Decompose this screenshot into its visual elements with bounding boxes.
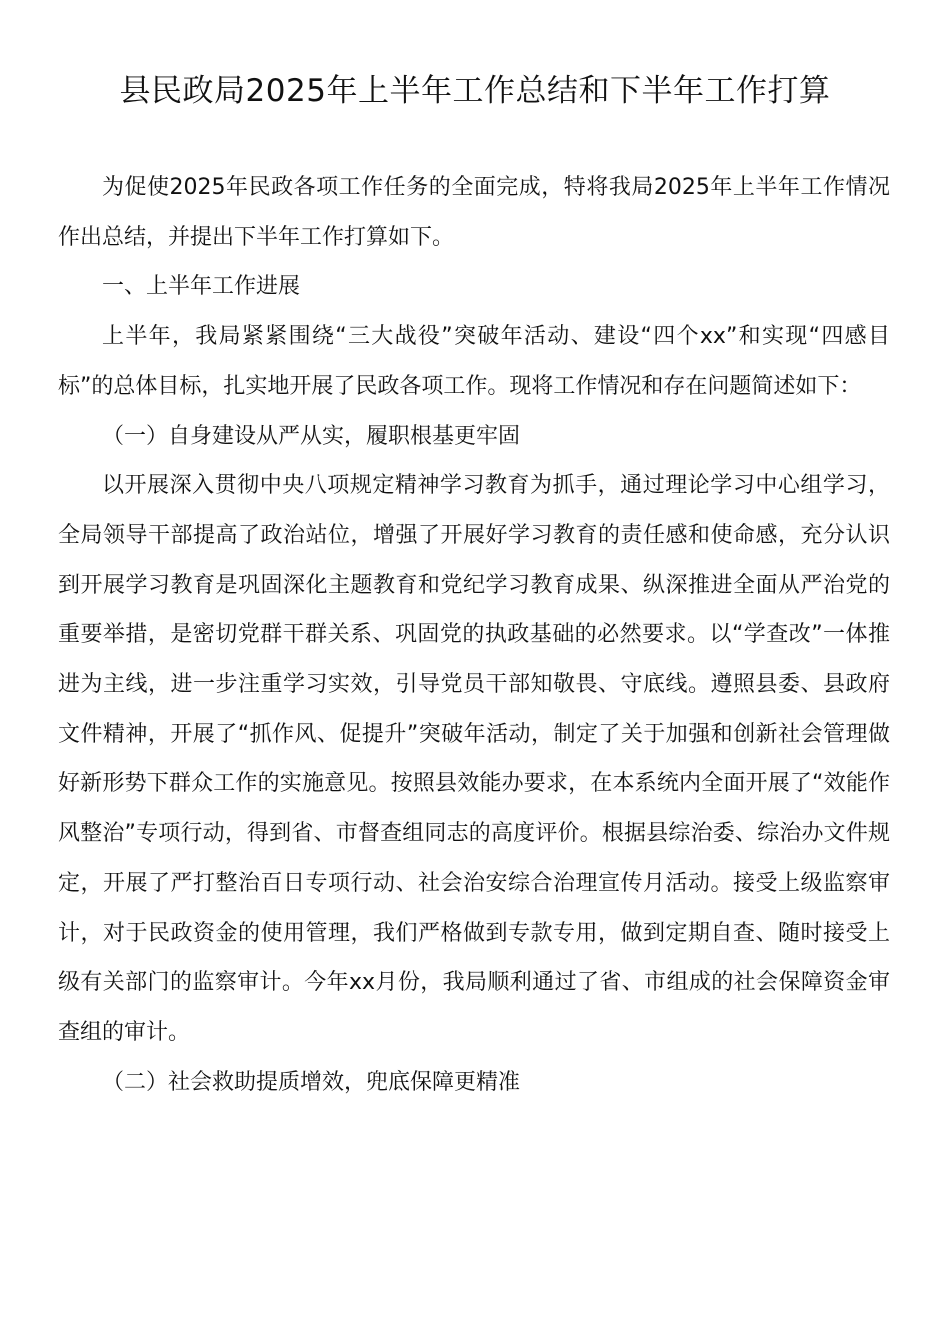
subsection-1-body-paragraph: 以开展深入贯彻中央八项规定精神学习教育为抓手，通过理论学习中心组学习，全局领导干部提高了政治站位，增强了开展好学习教育的责任感和使命感，充分认识到开展学习教育是巩固深化主题教育和党纪学习教育成果、纵深推进全面从严治党的重要举措，是密切党群干群关系、巩固党的执政基础的必然要求。以“学查改”一体推进为主线，进一步注重学习实效，引导党员干部知敬畏、守底线。遵照县委、县政府文件精神，开展了“抓作风、促提升”突破年活动，制定了关于加强和创新社会管理做好新形势下群众工作的实施意见。按照县效能办要求，在本系统内全面开展了“效能作风整治”专项行动，得到省、市督查组同志的高度评价。根据县综治委、综治办文件规定，开展了严打整治百日专项行动、社会治安综合治理宣传月活动。接受上级监察审计，对于民政资金的使用管理，我们严格做到专款专用，做到定期自查、随时接受上级有关部门的监察审计。今年xx月份，我局顺利通过了省、市组成的社会保障资金审查组的审计。	[58, 473, 890, 1045]
subsection-heading-1: （一）自身建设从严从实，履职根基更牢固	[102, 423, 521, 449]
section-1-intro-paragraph: 上半年，我局紧紧围绕“三大战役”突破年活动、建设“四个xx”和实现“四感目标”的总体目标，扎实地开展了民政各项工作。现将工作情况和存在问题简述如下：	[58, 324, 890, 399]
section-heading-1: 一、上半年工作进展	[102, 274, 301, 300]
document-title: 县民政局2025年上半年工作总结和下半年工作打算	[119, 73, 831, 109]
subsection-heading-2: （二）社会救助提质增效，兜底保障更精准	[102, 1069, 521, 1095]
document-body	[58, 163, 890, 1107]
intro-paragraph: 为促使2025年民政各项工作任务的全面完成，特将我局2025年上半年工作情况作出总结，并提出下半年工作打算如下。	[58, 175, 890, 250]
